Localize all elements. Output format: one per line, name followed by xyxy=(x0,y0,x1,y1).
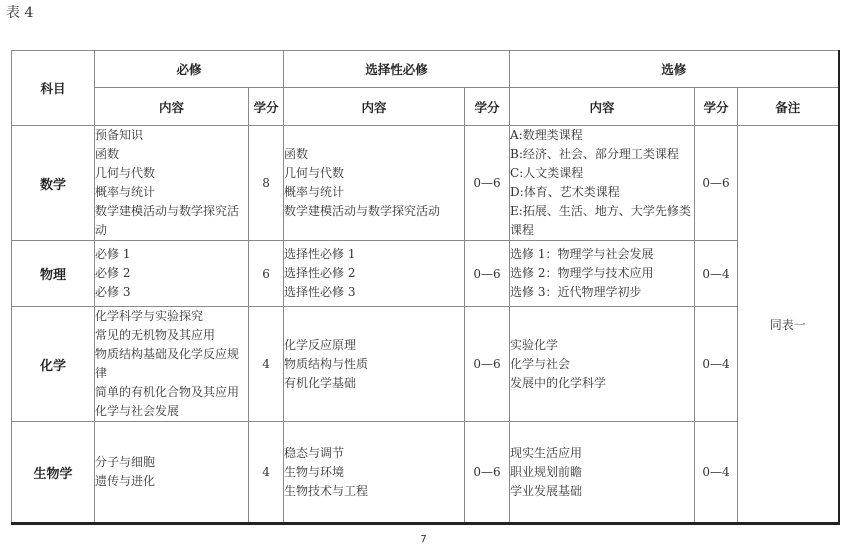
header-elective-content: 内容 xyxy=(510,88,695,126)
content-item: 现实生活应用 xyxy=(510,445,583,460)
required-credit-cell: 8 xyxy=(249,126,284,241)
content-item: 分子与细胞 xyxy=(95,455,156,469)
content-item: 化学科学与实验探究 xyxy=(95,309,204,323)
content-item: 几何与代数 xyxy=(284,166,345,180)
required-content-cell xyxy=(95,241,249,307)
required-content-cell xyxy=(95,126,249,241)
table-row-chemistry xyxy=(12,307,839,422)
elective-credit-cell: 0—4 xyxy=(695,422,738,524)
content-item: 物质结构与性质 xyxy=(284,356,369,371)
content-item: 必修 1 xyxy=(95,247,131,261)
content-item: 选择性必修 3 xyxy=(284,285,356,299)
content-item: 发展中的化学科学 xyxy=(510,375,607,390)
elective-content-cell xyxy=(510,422,695,524)
header-row-groups xyxy=(12,51,839,88)
elective-required-credit-cell: 0—6 xyxy=(465,422,510,524)
header-required-credit: 学分 xyxy=(249,88,284,126)
table-row-physics xyxy=(12,241,839,307)
header-remark: 备注 xyxy=(738,88,839,126)
content-item: 几何与代数 xyxy=(95,166,156,180)
elective-credit-cell: 0—6 xyxy=(695,126,738,241)
content-item: 生物技术与工程 xyxy=(284,483,369,498)
header-row-columns xyxy=(12,88,839,126)
elective-required-content-cell xyxy=(284,126,465,241)
content-item: 化学与社会发展 xyxy=(95,404,180,418)
content-item: 职业规划前瞻 xyxy=(510,464,583,479)
content-item: D:体育、艺术类课程 xyxy=(510,185,620,199)
content-item: 有机化学基础 xyxy=(284,375,357,390)
content-item: 概率与统计 xyxy=(284,185,345,199)
content-item: 选修 1：物理学与社会发展 xyxy=(510,247,654,261)
content-item: E:拓展、生活、地方、大学先修类课程 xyxy=(510,204,691,237)
content-item: 函数 xyxy=(95,147,120,161)
elective-required-credit-cell: 0—6 xyxy=(465,307,510,422)
subject-cell: 数学 xyxy=(12,126,95,241)
header-elective-required: 选择性必修 xyxy=(284,51,510,88)
content-item: 概率与统计 xyxy=(95,185,156,199)
content-item: 学业发展基础 xyxy=(510,483,583,498)
content-item: 化学反应原理 xyxy=(284,337,357,352)
subject-cell: 化学 xyxy=(12,307,95,422)
header-required: 必修 xyxy=(95,51,284,88)
content-item: 简单的有机化合物及其应用 xyxy=(95,385,240,399)
content-item: 函数 xyxy=(284,147,309,161)
content-item: 实验化学 xyxy=(510,337,559,352)
header-elective-required-content: 内容 xyxy=(284,88,465,126)
content-item: 稳态与调节 xyxy=(284,445,345,460)
required-credit-cell: 4 xyxy=(249,307,284,422)
elective-required-credit-cell: 0—6 xyxy=(465,241,510,307)
content-item: 选择性必修 1 xyxy=(284,247,356,261)
content-item: 数学建模活动与数学探究活动 xyxy=(284,204,441,218)
elective-content-cell xyxy=(510,241,695,307)
content-item: C:人文类课程 xyxy=(510,166,584,180)
content-item: 化学与社会 xyxy=(510,356,571,371)
header-elective: 选修 xyxy=(510,51,839,88)
content-item: A:数理类课程 xyxy=(510,128,583,142)
table-row-math xyxy=(12,126,839,241)
header-elective-credit: 学分 xyxy=(695,88,738,126)
elective-required-content-cell xyxy=(284,422,465,524)
content-item: 必修 2 xyxy=(95,266,131,280)
header-subject: 科目 xyxy=(12,51,95,126)
content-item: 预备知识 xyxy=(95,128,144,142)
header-elective-required-credit: 学分 xyxy=(465,88,510,126)
subject-cell: 物理 xyxy=(12,241,95,307)
elective-credit-cell: 0—4 xyxy=(695,307,738,422)
elective-required-content-cell xyxy=(284,307,465,422)
content-item: 选择性必修 2 xyxy=(284,266,356,280)
subject-cell: 生物学 xyxy=(12,422,95,524)
required-credit-cell: 6 xyxy=(249,241,284,307)
content-item: 常见的无机物及其应用 xyxy=(95,328,216,342)
required-content-cell xyxy=(95,422,249,524)
content-item: 生物与环境 xyxy=(284,464,345,479)
elective-credit-cell: 0—4 xyxy=(695,241,738,307)
content-item: 必修 3 xyxy=(95,285,131,299)
content-item: 遗传与进化 xyxy=(95,474,156,488)
required-credit-cell: 4 xyxy=(249,422,284,524)
content-item: 物质结构基础及化学反应规律 xyxy=(95,347,240,380)
content-item: B:经济、社会、部分理工类课程 xyxy=(510,147,679,161)
elective-content-cell xyxy=(510,307,695,422)
elective-required-content-cell xyxy=(284,241,465,307)
content-item: 选修 3：近代物理学初步 xyxy=(510,285,642,299)
required-content-cell xyxy=(95,307,249,422)
content-item: 选修 2：物理学与技术应用 xyxy=(510,266,654,280)
page-number: 7 xyxy=(420,534,427,545)
table-caption: 表 4 xyxy=(6,5,34,21)
content-item: 数学建模活动与数学探究活动 xyxy=(95,204,240,237)
remark-cell: 同表一 xyxy=(738,126,839,524)
curriculum-table xyxy=(11,50,840,525)
header-required-content: 内容 xyxy=(95,88,249,126)
table-row-biology xyxy=(12,422,839,524)
elective-content-cell xyxy=(510,126,695,241)
elective-required-credit-cell: 0—6 xyxy=(465,126,510,241)
